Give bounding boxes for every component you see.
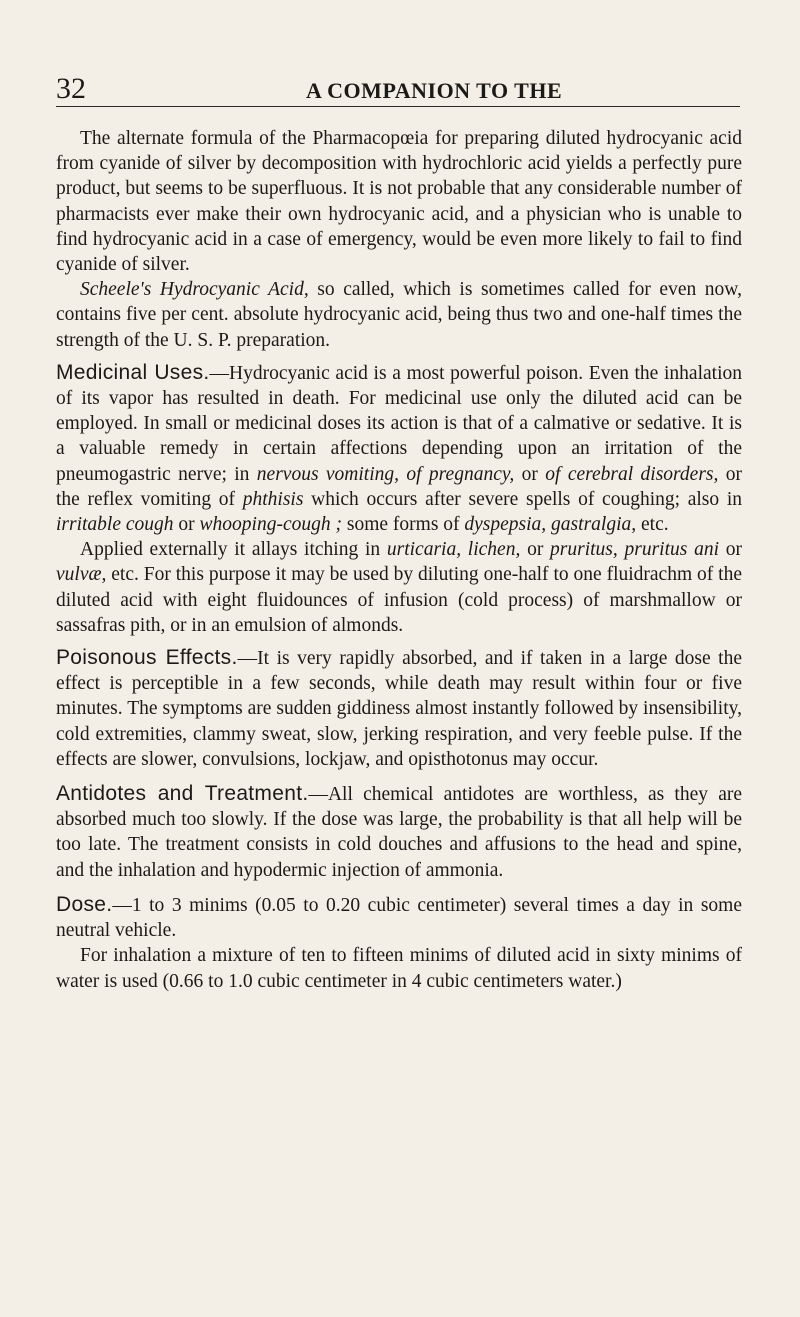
page-number: 32 (56, 72, 86, 105)
paragraph-inhalation: For inhalation a mixture of ten to fifteen minims of diluted acid in sixty minims of water is used (0.66 to 1.0 cubic centimeter in 4 cubic centimeters water.) (56, 945, 742, 992)
scheeles-acid-term: Scheele's Hydrocyanic Acid, (80, 279, 309, 301)
section-poisonous-effects: Poisonous Effects.—It is very rapidly absorbed, and if taken in a large dose the effect is perceptible in a few seconds, while death may result within four or five minutes. The symptoms are sudden giddiness almost instantly followed by insensibility, cold extremities, clammy sweat, slow, jerking respiration, and very feeble pulse. If the effects are slower, convulsions, lockjaw, and opisthotonus may occur. (56, 646, 743, 770)
page-header (56, 70, 740, 107)
poisonous-effects-heading: Poisonous Effects. (56, 646, 238, 670)
paragraph-pharmacopoeia-formula: The alternate formula of the Pharmacopœia for preparing diluted hydrocyanic acid from cyanide of silver by decomposition with hydrochloric acid yields a perfectly pure product, but seems to be superfluous. It is not probable that any considerable number of pharmacists ever make their own hydrocyanic acid, and a physician who is unable to find hydrocyanic acid in a case of emergency, would be even more likely to fail to find cyanide of silver. (56, 128, 742, 276)
medicinal-uses-heading: Medicinal Uses. (56, 360, 210, 384)
antidotes-heading: Antidotes and Treatment. (56, 782, 309, 806)
section-antidotes-treatment: Antidotes and Treatment.—All chemical antidotes are worthless, as they are absorbed much too slowly. If the dose was large, the probability is that all help will be too late. The treatment consists in cold douches and affusions to the head and spine, and the inhalation and hypodermic injection of ammonia. (56, 782, 742, 881)
page-body (56, 126, 742, 994)
section-dose: Dose.—1 to 3 minims (0.05 to 0.20 cubic centimeter) several times a day in some neutral vehicle. (56, 892, 742, 942)
paragraph-external-use: Applied externally it allays itching in urticaria, lichen, or pruritus, pruritus ani or vulvæ, etc. For this purpose it may be used by diluting one-half to one fluidrachm of the diluted acid with eight fluidounces of infusion (cold process) of marshmallow or sassafras pith, or in an emulsion of almonds. (56, 539, 742, 636)
dose-heading: Dose. (56, 892, 113, 916)
section-medicinal-uses: Medicinal Uses.—Hydrocyanic acid is a most powerful poison. Even the inhalation of its vapor has resulted in death. For medicinal use only the diluted acid can be employed. In small or medicinal doses its action is that of a calmative or sedative. It is a valuable remedy in certain affections depending upon an irritation of the pneumogastric nerve; in nervous vomiting, of pregnancy, or of cerebral disorders, or the reflex vomiting of phthisis which occurs after severe spells of coughing; also in irritable cough or whooping-cough ; some forms of dyspepsia, gastralgia, etc. (56, 360, 743, 536)
running-title: A COMPANION TO THE (306, 78, 563, 103)
paragraph-scheeles-acid: Scheele's Hydrocyanic Acid, so called, which is sometimes called for even now, contains five per cent. absolute hydrocyanic acid, being thus two and one-half times the strength of the U. S. P. preparation. (56, 279, 743, 351)
